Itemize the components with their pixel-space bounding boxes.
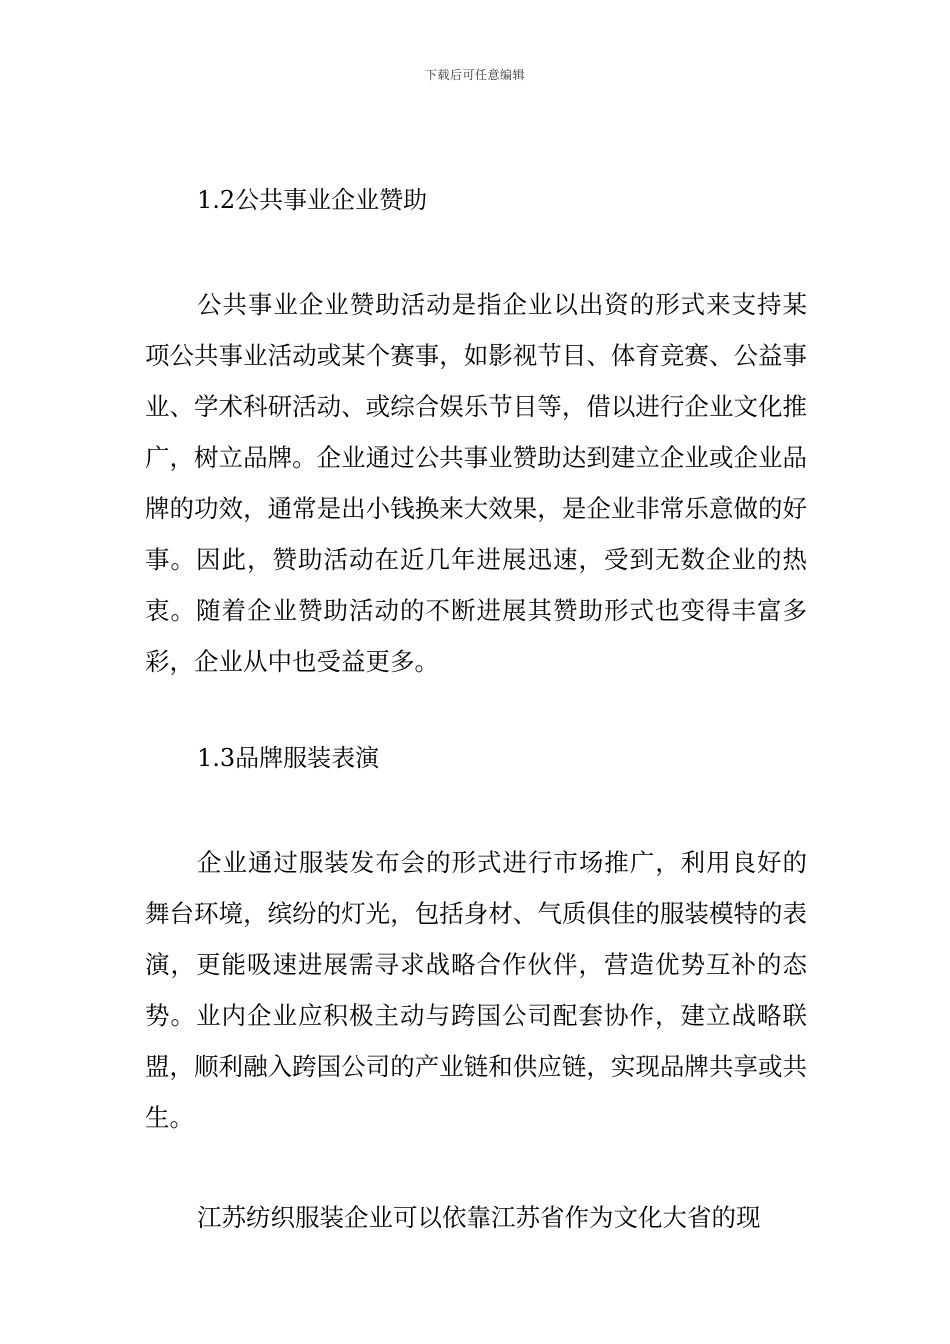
spacer [145, 687, 807, 736]
section-heading: 1.2公共事业企业赞助 [197, 186, 428, 214]
page-header-note: 下载后可任意编辑 [424, 68, 525, 82]
paragraph: 公共事业企业赞助活动是指企业以出资的形式来支持某项公共事业活动或某个赛事，如影视节目、体育竞赛、公益事业、学术科研活动、或综合娱乐节目等，借以进行企业文化推广，树立品牌。企业通过公共事业赞助达到建立企业或企业品牌的功效，通常是出小钱换来大效果，是企业非常乐意做的好事。因此，赞助活动在近几年进展迅速，受到无数企业的热衷。随着企业赞助活动的不断进展其赞助形式也变得丰富多彩，企业从中也受益更多。 [145, 290, 807, 676]
paragraph: 企业通过服装发布会的形式进行市场推广，利用良好的舞台环境，缤纷的灯光，包括身材、气质俱佳的服装模特的表演，更能吸速进展需寻求战略合作伙伴，营造优势互补的态势。业内企业应积极主动与跨国公司配套协作，建立战略联盟，顺利融入跨国公司的产业链和供应链，实现品牌共享或共生。 [145, 848, 807, 1132]
section-heading: 1.3品牌服装表演 [197, 744, 380, 772]
spacer [145, 222, 807, 279]
spacer [145, 780, 807, 837]
document-body [145, 178, 807, 1243]
paragraph: 江苏纺织服装企业可以依靠江苏省作为文化大省的现 [197, 1203, 761, 1232]
spacer [145, 1143, 807, 1192]
